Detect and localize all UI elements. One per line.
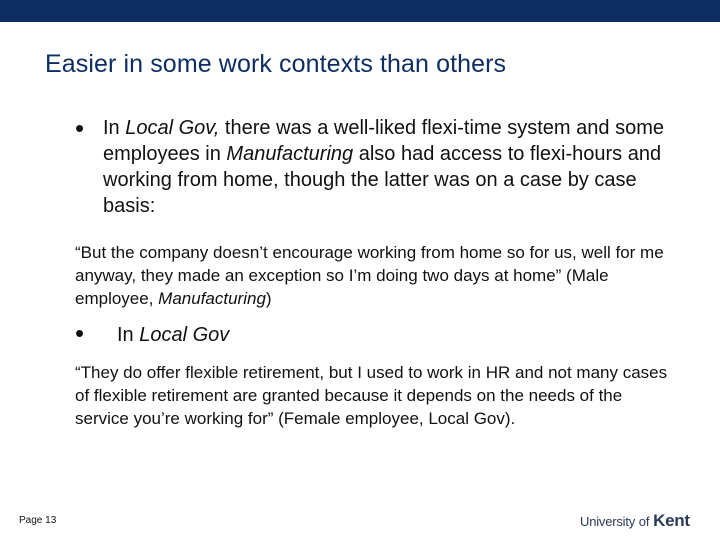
logo-university-text: University: [580, 514, 636, 529]
bullet-text: [103, 115, 675, 219]
bullet-text-segment: also had access to flexi-hours and working from home, though the latter was on a case by case basis:: [103, 143, 662, 217]
quote-text: “But the company doesn’t encourage working from home so for us, well for me anyway, they made an exception so I’m doing two days at home” (Male employee,: [75, 243, 664, 308]
quote-emphasis: Manufacturing: [158, 289, 266, 308]
bullet-emphasis-local-gov: Local Gov: [139, 324, 230, 346]
bullet-icon: •: [75, 113, 85, 143]
bullet-item-flexitime: [75, 115, 675, 219]
bullet-emphasis-manufacturing: Manufacturing: [226, 143, 354, 165]
slide-title: Easier in some work contexts than others: [45, 50, 507, 78]
bullet-item-local-gov: [75, 320, 675, 348]
bullet-text-segment: In: [103, 117, 126, 139]
quote-end: ): [265, 289, 272, 308]
bullet-text-segment: In: [117, 324, 140, 346]
logo-kent-text: Kent: [653, 511, 690, 530]
page-number: Page 13: [19, 515, 57, 526]
quote-manufacturing: [75, 241, 675, 310]
top-banner: [0, 0, 720, 22]
bullet-text-segment: there was a well-liked flexi-time system and some employees in: [103, 117, 664, 165]
bullet-text: [117, 320, 675, 348]
university-logo: [580, 511, 690, 531]
bullet-icon: •: [75, 318, 85, 348]
quote-local-gov: “They do offer flexible retirement, but I used to work in HR and not many cases of flexible retirement are granted because it depends on the needs of the service you’re working for” (Female employee, Local Gov).: [75, 363, 668, 428]
logo-of-text: of: [635, 514, 654, 529]
bullet-emphasis-local-gov: Local Gov,: [125, 117, 220, 139]
